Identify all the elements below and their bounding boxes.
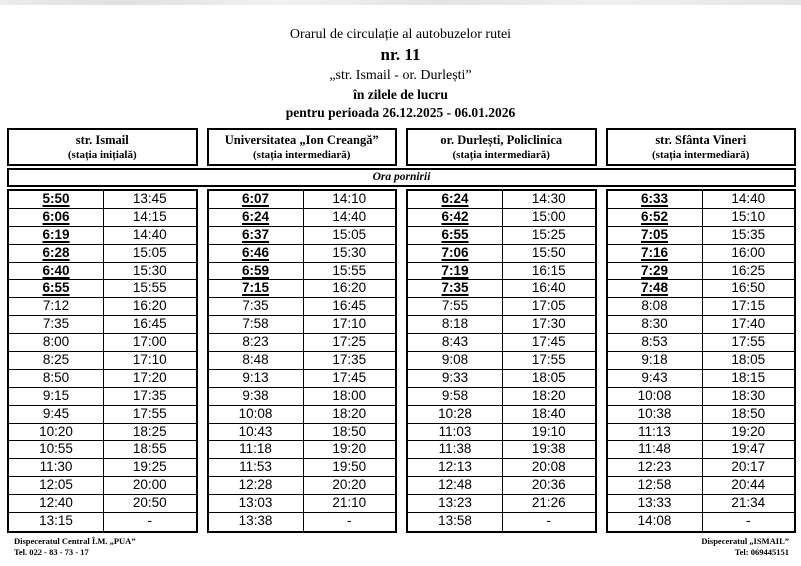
departure-time-afternoon: 14:40 [332,208,367,224]
title-block [0,25,801,122]
time-row [608,298,795,316]
departure-time-afternoon: 15:25 [531,226,566,242]
timetable [7,128,796,558]
time-row [408,245,595,263]
time-row [9,298,196,316]
departure-time-afternoon: 18:15 [731,369,766,385]
departure-time-morning: 6:19 [9,227,104,244]
time-row [9,227,196,245]
departure-time-afternoon: 16:40 [531,280,566,296]
time-row [9,495,196,513]
departure-time-afternoon: 17:25 [332,334,367,350]
time-row [408,441,595,459]
departure-time-morning: 7:12 [9,298,104,315]
time-row [9,424,196,442]
route-number: nr. 11 [380,45,421,64]
time-row [408,352,595,370]
time-row [209,334,396,352]
departure-time-afternoon: 20:36 [531,477,566,493]
departure-time-morning: 7:16 [608,245,703,262]
time-row [209,477,396,495]
departure-time-afternoon: 20:00 [132,477,167,493]
departure-time-afternoon: 18:30 [731,387,766,403]
time-row [209,263,396,281]
departure-time-afternoon: 16:00 [731,244,766,260]
departure-time-afternoon: 15:05 [332,226,367,242]
time-row [209,495,396,513]
departure-time-afternoon: 15:30 [332,244,367,260]
time-row [408,298,595,316]
departure-time-morning: 8:43 [408,334,503,351]
station-type: (stația intermediară) [652,149,750,161]
departure-time-morning: 10:38 [608,406,703,423]
time-row [608,441,795,459]
departure-time-afternoon: 15:00 [531,208,566,224]
departure-time-afternoon: 18:05 [531,369,566,385]
departure-time-afternoon: 19:25 [132,459,167,475]
departure-time-morning: 8:50 [9,370,104,387]
departure-time-morning: 10:08 [608,388,703,405]
departure-time-afternoon: 21:26 [531,495,566,511]
time-row [408,334,595,352]
time-row [608,406,795,424]
time-row [209,352,396,370]
footer-dispatcher-ismail-phone: Tel: 069445151 [734,546,789,557]
departure-time-afternoon: 17:55 [731,334,766,350]
departure-time-morning: 12:05 [9,477,104,494]
scan-artifact-strip [0,0,801,5]
time-row [408,388,595,406]
departure-time-afternoon: 15:55 [332,262,367,278]
departure-time-afternoon: 17:45 [531,334,566,350]
time-row [608,495,795,513]
time-column-3 [406,189,597,533]
departure-time-morning: 6:37 [209,227,304,244]
departure-time-afternoon: 18:20 [332,405,367,421]
departure-time-morning: 9:13 [209,370,304,387]
departure-time-morning: 11:30 [9,459,104,476]
departure-time-morning: 10:43 [209,424,304,441]
departure-time-morning: 6:55 [408,227,503,244]
departure-time-morning: 6:40 [9,263,104,280]
schedule-period: pentru perioada 26.12.2025 - 06.01.2026 [285,105,516,120]
station-name: str. Sfânta Vineri [655,133,747,147]
footer-dispatcher-central-name: Dispeceratul Central Î.M. „PUA” [14,535,136,546]
time-row [608,280,795,298]
departure-time-afternoon: 16:15 [531,262,566,278]
departure-time-morning: 6:33 [608,191,703,208]
time-row [209,191,396,209]
time-row [209,227,396,245]
time-row [608,388,795,406]
time-column-4 [606,189,797,533]
departure-time-afternoon: 17:45 [332,369,367,385]
departure-time-morning: 12:28 [209,477,304,494]
departure-time-afternoon: 14:15 [132,208,167,224]
station-name: or. Durlești, Policlinica [440,133,563,147]
departure-time-afternoon: 21:10 [332,495,367,511]
departure-time-afternoon: - [347,513,352,529]
time-row [9,388,196,406]
departure-time-morning: 13:38 [209,513,304,531]
departure-time-morning: 7:06 [408,245,503,262]
departure-time-afternoon: 18:25 [132,423,167,439]
time-row [209,370,396,388]
departure-time-afternoon: 18:40 [531,405,566,421]
departure-time-morning: 11:48 [608,441,703,458]
time-row [408,227,595,245]
time-row [9,441,196,459]
departure-time-afternoon: - [546,513,552,529]
station-header-sfanta-vineri [606,128,797,166]
time-row [408,424,595,442]
departure-time-morning: 9:33 [408,370,503,387]
station-name: Universitatea „Ion Creangă” [224,133,379,147]
time-row [408,263,595,281]
departure-time-morning: 8:00 [9,334,104,351]
departure-time-morning: 10:28 [408,406,503,423]
departure-time-afternoon: 20:08 [531,459,566,475]
departure-time-morning: 13:23 [408,495,503,512]
departure-time-afternoon: 15:50 [531,244,566,260]
time-row [9,406,196,424]
departure-time-morning: 7:15 [209,280,304,297]
time-row [608,424,795,442]
departure-time-afternoon: 16:45 [132,316,167,332]
departure-time-afternoon: 18:50 [731,405,766,421]
time-row [608,227,795,245]
time-row [209,406,396,424]
departure-time-afternoon: 19:20 [332,441,367,457]
departure-time-afternoon: 20:50 [132,495,167,511]
departure-time-afternoon: 17:15 [731,298,766,314]
time-row [608,370,795,388]
departure-time-morning: 8:25 [9,352,104,369]
time-row [9,245,196,263]
departure-time-morning: 8:30 [608,316,703,333]
time-row [408,477,595,495]
departure-time-afternoon: 19:38 [531,441,566,457]
time-row [408,370,595,388]
departure-time-afternoon: 14:40 [731,191,766,206]
departure-time-afternoon: 13:45 [132,191,167,206]
time-row [408,280,595,298]
time-row [209,513,396,531]
departure-time-morning: 6:07 [209,191,304,208]
departure-time-morning: 9:18 [608,352,703,369]
time-row [608,334,795,352]
station-type: (stația intermediară) [253,149,351,161]
departure-time-afternoon: 17:20 [132,369,167,385]
time-row [9,459,196,477]
departure-time-afternoon: 19:20 [731,423,766,439]
departure-time-afternoon: 14:30 [531,191,566,206]
station-header-durlesti [406,128,597,166]
time-row [608,513,795,531]
station-type: (stația intermediară) [452,149,550,161]
station-header-ismail [7,128,198,166]
departure-time-afternoon: 16:25 [731,262,766,278]
departure-time-morning: 10:20 [9,424,104,441]
departure-time-morning: 8:18 [408,316,503,333]
time-row [608,245,795,263]
departure-time-morning: 13:33 [608,495,703,512]
departure-time-afternoon: 17:10 [132,352,167,368]
footer-dispatcher-ismail-name: Dispeceratul „ISMAIL” [701,535,789,546]
departure-time-morning: 6:46 [209,245,304,262]
departure-time-morning: 9:45 [9,406,104,423]
station-type: (stația inițială) [67,149,137,161]
departure-time-afternoon: 18:20 [531,387,566,403]
departure-time-afternoon: 18:00 [332,387,367,403]
time-row [608,352,795,370]
departure-time-morning: 9:43 [608,370,703,387]
departure-time-morning: 7:05 [608,227,703,244]
departure-time-afternoon: 19:50 [332,459,367,475]
departure-time-morning: 9:58 [408,388,503,405]
departure-time-morning: 11:03 [408,424,503,441]
time-row [408,406,595,424]
departure-time-morning: 14:08 [608,513,703,531]
departure-time-afternoon: 15:30 [132,262,167,278]
departure-time-afternoon: 16:20 [332,280,367,296]
time-row [608,316,795,334]
departure-time-morning: 12:48 [408,477,503,494]
time-column-2 [207,189,398,533]
time-row [408,513,595,531]
time-row [209,245,396,263]
departure-time-morning: 6:06 [9,209,104,226]
departure-time-morning: 8:23 [209,334,304,351]
departure-time-morning: 6:42 [408,209,503,226]
time-row [9,334,196,352]
departure-time-afternoon: 19:47 [731,441,766,457]
time-row [9,352,196,370]
departure-time-afternoon: 18:05 [731,352,766,368]
time-row [408,459,595,477]
departure-time-morning: 7:29 [608,263,703,280]
departure-time-afternoon: 18:55 [132,441,167,457]
departure-time-afternoon: 20:17 [731,459,766,475]
departure-time-afternoon: 15:05 [132,244,167,260]
departure-time-morning: 8:53 [608,334,703,351]
departure-time-morning: 13:15 [9,513,104,531]
departure-time-afternoon: 19:10 [531,423,566,439]
departure-time-morning: 6:55 [9,280,104,297]
departure-time-morning: 9:15 [9,388,104,405]
time-grid [7,189,796,533]
departure-time-morning: 7:19 [408,263,503,280]
departure-time-afternoon: 17:35 [332,352,367,368]
departure-time-afternoon: 17:10 [332,316,367,332]
time-row [608,477,795,495]
departure-time-afternoon: 20:20 [332,477,367,493]
time-row [209,388,396,406]
time-row [209,441,396,459]
departure-time-afternoon: 14:40 [132,226,167,242]
time-row [408,191,595,209]
departure-time-afternoon: 17:30 [531,316,566,332]
departure-time-afternoon: 18:50 [332,423,367,439]
departure-time-morning: 12:40 [9,495,104,512]
time-row [9,191,196,209]
departure-time-afternoon: 17:00 [132,334,167,350]
departure-time-afternoon: - [746,513,751,529]
departure-time-morning: 6:24 [408,191,503,208]
time-row [209,280,396,298]
time-row [9,477,196,495]
time-row [9,513,196,531]
departure-time-morning: 13:03 [209,495,304,512]
departure-time-morning: 9:08 [408,352,503,369]
departure-time-morning: 11:53 [209,459,304,476]
time-row [209,316,396,334]
departure-time-morning: 7:58 [209,316,304,333]
departure-time-morning: 13:58 [408,513,503,531]
departure-time-morning: 9:38 [209,388,304,405]
time-row [9,370,196,388]
departure-time-afternoon: 17:35 [132,387,167,403]
footer-dispatcher-central-phone: Tel. 022 - 83 - 73 - 17 [14,546,89,557]
departure-time-afternoon: 20:44 [731,477,766,493]
departure-time-afternoon: 17:40 [731,316,766,332]
time-row [9,316,196,334]
departure-time-afternoon: 14:10 [332,191,367,206]
time-row [209,209,396,227]
departure-time-morning: 12:23 [608,459,703,476]
time-row [408,209,595,227]
departure-time-morning: 12:13 [408,459,503,476]
departure-time-afternoon: 16:20 [132,298,167,314]
footer [14,536,789,558]
departure-time-morning: 7:55 [408,298,503,315]
departure-time-morning: 8:48 [209,352,304,369]
station-name: str. Ismail [75,133,129,147]
ora-pornirii-band: Ora pornirii [7,168,796,187]
schedule-days: în zilele de lucru [353,87,448,102]
departure-time-morning: 11:18 [209,441,304,458]
departure-time-morning: 11:38 [408,441,503,458]
departure-time-morning: 11:13 [608,424,703,441]
departure-time-afternoon: 17:55 [132,405,167,421]
departure-time-morning: 7:35 [209,298,304,315]
departure-time-morning: 6:52 [608,209,703,226]
time-row [608,459,795,477]
departure-time-afternoon: 15:10 [731,208,766,224]
departure-time-afternoon: 17:05 [531,298,566,314]
time-row [608,263,795,281]
time-row [9,209,196,227]
time-row [9,263,196,281]
departure-time-afternoon: 21:34 [731,495,766,511]
page-title: Orarul de circulație al autobuzelor rutei [289,27,512,42]
departure-time-morning: 6:59 [209,263,304,280]
departure-time-afternoon: 17:55 [531,352,566,368]
departure-time-morning: 5:50 [9,191,104,208]
time-row [209,459,396,477]
time-row [9,280,196,298]
departure-time-morning: 7:48 [608,280,703,297]
departure-time-morning: 7:35 [408,280,503,297]
departure-time-morning: 8:08 [608,298,703,315]
footer-dispatcher-central [14,536,136,558]
time-row [408,495,595,513]
station-header-creanga [207,128,398,166]
departure-time-morning: 10:55 [9,441,104,458]
departure-time-morning: 6:28 [9,245,104,262]
time-row [209,298,396,316]
route-name: „str. Ismail - or. Durlești” [329,68,472,83]
departure-time-afternoon: 16:45 [332,298,367,314]
departure-time-morning: 10:08 [209,406,304,423]
departure-time-afternoon: - [147,513,153,529]
departure-time-morning: 7:35 [9,316,104,333]
time-row [408,316,595,334]
time-row [209,424,396,442]
time-row [608,209,795,227]
departure-time-afternoon: 15:55 [132,280,167,296]
time-column-1 [7,189,198,533]
footer-dispatcher-ismail [701,536,789,558]
departure-time-afternoon: 16:50 [731,280,766,296]
station-header-row [7,128,796,166]
time-row [608,191,795,209]
departure-time-morning: 6:24 [209,209,304,226]
departure-time-afternoon: 15:35 [731,226,766,242]
departure-time-morning: 12:58 [608,477,703,494]
